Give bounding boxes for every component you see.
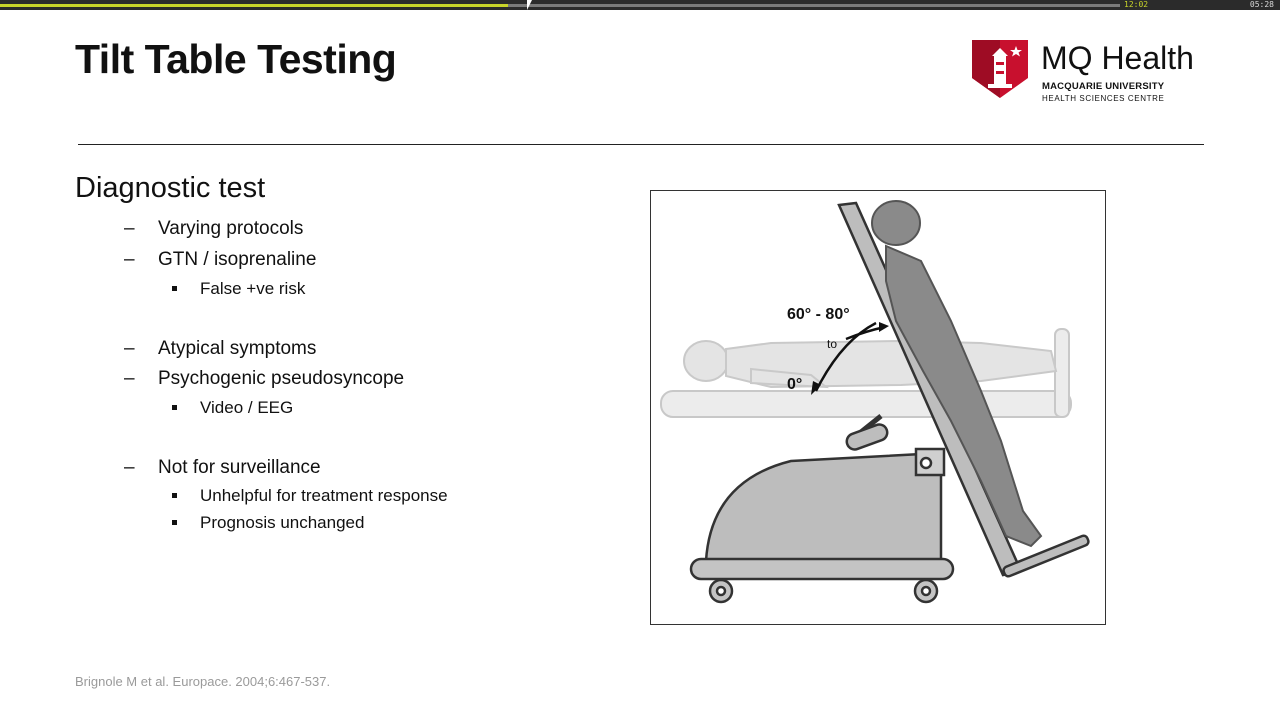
dash-bullet-icon: – xyxy=(124,218,135,239)
bullet-text: Atypical symptoms xyxy=(158,338,317,359)
sub-bullet-text: Video / EEG xyxy=(200,398,294,417)
square-bullet-icon xyxy=(172,493,177,498)
dash-bullet-icon: – xyxy=(124,249,135,270)
bullet-text: Not for surveillance xyxy=(158,457,321,478)
lighthouse-crest-icon xyxy=(970,38,1030,100)
current-time: 12:02 xyxy=(1124,0,1149,9)
logo-subtitle-university: MACQUARIE UNIVERSITY xyxy=(1042,81,1165,92)
square-bullet-icon xyxy=(172,520,177,525)
angle-range-label: 60° - 80° xyxy=(787,306,850,323)
progress-played xyxy=(0,4,508,7)
dash-bullet-icon: – xyxy=(124,368,135,389)
tilt-table-base xyxy=(691,416,953,602)
tilt-table-illustration xyxy=(650,190,1106,625)
bullet-text: GTN / isoprenaline xyxy=(158,249,317,270)
sub-bullet-item xyxy=(200,279,305,299)
square-bullet-icon xyxy=(172,286,177,291)
sub-bullet-text: Unhelpful for treatment response xyxy=(200,486,448,505)
citation: Brignole M et al. Europace. 2004;6:467-537. xyxy=(75,674,331,689)
zero-degree-label: 0° xyxy=(787,376,803,393)
bullet-text: Psychogenic pseudosyncope xyxy=(158,368,405,389)
sub-bullet-text: False +ve risk xyxy=(200,279,306,298)
sub-bullet-item xyxy=(200,398,293,418)
horizontal-table xyxy=(661,391,1071,417)
total-time: 05:28 xyxy=(1249,0,1274,9)
tilt-table-drawing xyxy=(651,191,1105,624)
dash-bullet-icon: – xyxy=(124,457,135,478)
logo-title: MQ Health xyxy=(1041,40,1194,76)
mouse-cursor-icon xyxy=(527,0,537,10)
to-label: to xyxy=(827,337,838,351)
bullet-item xyxy=(124,338,317,360)
bullet-text: Varying protocols xyxy=(158,218,304,239)
sub-bullet-text: Prognosis unchanged xyxy=(200,513,365,532)
logo-subtitle-centre: HEALTH SCIENCES CENTRE xyxy=(1042,94,1165,103)
video-progress-bar[interactable] xyxy=(0,0,1280,10)
sub-bullet-item xyxy=(200,513,364,533)
slide-title: Tilt Table Testing xyxy=(75,36,397,82)
bullet-item xyxy=(124,368,405,390)
bullet-item xyxy=(124,457,321,479)
title-divider xyxy=(78,144,1204,145)
sub-bullet-item xyxy=(200,486,448,506)
bullet-item xyxy=(124,218,304,240)
content-heading: Diagnostic test xyxy=(75,172,266,204)
bullet-item xyxy=(124,249,317,271)
supine-patient-figure xyxy=(684,341,1056,387)
mq-health-logo xyxy=(970,38,1210,104)
footboard-faded xyxy=(1055,329,1069,417)
square-bullet-icon xyxy=(172,405,177,410)
dash-bullet-icon: – xyxy=(124,338,135,359)
